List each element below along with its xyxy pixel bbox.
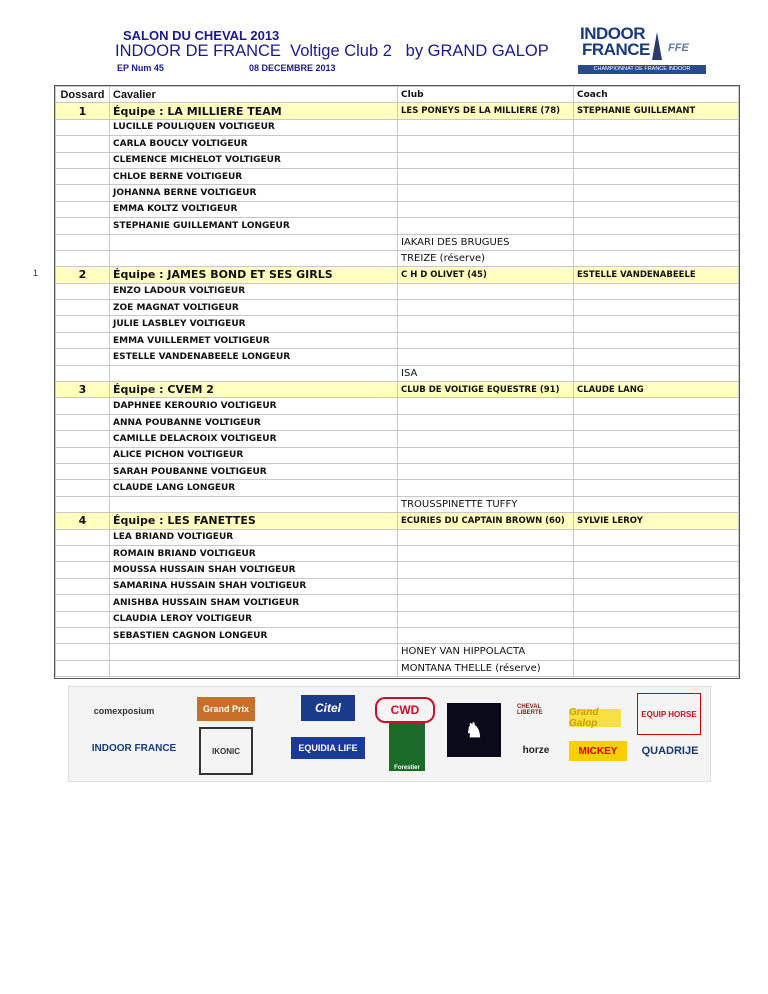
horse-name: ISA [398,365,574,381]
empty-cell [574,529,739,545]
coach-cell: CLAUDE LANG [574,382,739,398]
member-row [56,201,739,217]
member-name: ANNA POUBANNE VOLTIGEUR [110,414,398,430]
member-row [56,316,739,332]
horse-row [56,234,739,250]
dossard-cell: 2 [56,267,110,283]
sponsor-logo: comexposium [93,706,155,716]
empty-cell [110,660,398,676]
member-name: STEPHANIE GUILLEMANT LONGEUR [110,218,398,234]
empty-cell [56,185,110,201]
empty-cell [398,332,574,348]
member-row [56,398,739,414]
empty-cell [56,201,110,217]
member-name: CARLA BOUCLY VOLTIGEUR [110,136,398,152]
empty-cell [56,463,110,479]
team-name: Équipe : CVEM 2 [110,382,398,398]
logo-text-ffe: FFE [668,42,689,54]
sponsor-logo: Forestier [389,723,425,771]
empty-cell [56,365,110,381]
team-name: Équipe : JAMES BOND ET SES GIRLS [110,267,398,283]
horse-row [56,250,739,266]
member-row [56,562,739,578]
member-row [56,185,739,201]
empty-cell [398,627,574,643]
empty-cell [56,119,110,135]
logo-text-france: FRANCE [582,40,650,59]
member-name: SAMARINA HUSSAIN SHAH VOLTIGEUR [110,578,398,594]
empty-cell [398,414,574,430]
sponsor-logo: IKONIC [199,727,253,775]
empty-cell [398,545,574,561]
empty-cell [56,578,110,594]
empty-cell [574,152,739,168]
empty-cell [574,545,739,561]
empty-cell [574,398,739,414]
empty-cell [574,611,739,627]
member-name: MOUSSA HUSSAIN SHAH VOLTIGEUR [110,562,398,578]
member-name: EMMA VUILLERMET VOLTIGEUR [110,332,398,348]
empty-cell [574,349,739,365]
member-name: CAMILLE DELACROIX VOLTIGEUR [110,431,398,447]
member-name: ROMAIN BRIAND VOLTIGEUR [110,545,398,561]
empty-cell [574,480,739,496]
empty-cell [574,595,739,611]
empty-cell [574,316,739,332]
indoor-france-logo [578,24,706,74]
empty-cell [110,644,398,660]
empty-cell [574,185,739,201]
empty-cell [398,595,574,611]
sponsor-logo: MICKEY [569,741,627,761]
coach-cell: SYLVIE LEROY [574,513,739,529]
member-name: ZOE MAGNAT VOLTIGEUR [110,300,398,316]
member-name: ESTELLE VANDENABEELE LONGEUR [110,349,398,365]
empty-cell [56,218,110,234]
member-name: LUCILLE POULIQUEN VOLTIGEUR [110,119,398,135]
empty-cell [56,136,110,152]
empty-cell [56,349,110,365]
member-row [56,529,739,545]
empty-cell [574,447,739,463]
header-club: Club [398,87,574,103]
side-number: 1 [33,268,39,278]
event-number: EP Num 45 [117,63,164,73]
empty-cell [574,201,739,217]
coach-cell: STEPHANIE GUILLEMANT [574,103,739,119]
sponsors-banner [68,686,711,782]
empty-cell [574,644,739,660]
empty-cell [56,611,110,627]
empty-cell [574,250,739,266]
member-name: SARAH POUBANNE VOLTIGEUR [110,463,398,479]
empty-cell [574,578,739,594]
member-row [56,431,739,447]
member-row [56,595,739,611]
member-row [56,136,739,152]
member-row [56,480,739,496]
empty-cell [56,234,110,250]
empty-cell [574,431,739,447]
empty-cell [398,480,574,496]
member-row [56,611,739,627]
member-row [56,578,739,594]
empty-cell [398,201,574,217]
sponsor-logo: Citel [301,695,355,721]
sponsor-logo: EQUIP HORSE [637,693,701,735]
empty-cell [398,447,574,463]
horse-row [56,644,739,660]
empty-cell [574,627,739,643]
empty-cell [398,611,574,627]
empty-cell [398,529,574,545]
sponsor-logo: INDOOR FRANCE [91,742,177,754]
empty-cell [56,250,110,266]
empty-cell [398,398,574,414]
empty-cell [574,414,739,430]
event-title: SALON DU CHEVAL 2013 [123,28,280,43]
horse-name: TREIZE (réserve) [398,250,574,266]
empty-cell [574,300,739,316]
empty-cell [56,414,110,430]
sponsor-logo: QUADRIJE [641,745,699,757]
dossard-cell: 1 [56,103,110,119]
empty-cell [56,168,110,184]
team-name: Équipe : LA MILLIERE TEAM [110,103,398,119]
empty-cell [56,447,110,463]
empty-cell [398,431,574,447]
member-row [56,152,739,168]
empty-cell [574,562,739,578]
empty-cell [56,316,110,332]
empty-cell [398,136,574,152]
sponsor-logo: CHEVAL LIBERTE [517,704,543,716]
member-row [56,447,739,463]
empty-cell [574,365,739,381]
horse-row [56,660,739,676]
empty-cell [574,119,739,135]
member-row [56,545,739,561]
team-row [56,513,739,529]
empty-cell [56,480,110,496]
sponsor-logo: Grand Galop [569,709,621,727]
member-row [56,119,739,135]
empty-cell [56,529,110,545]
sponsor-logo: Grand Prix [197,697,255,721]
horse-name: HONEY VAN HIPPOLACTA [398,644,574,660]
empty-cell [56,644,110,660]
coach-cell: ESTELLE VANDENABEELE [574,267,739,283]
empty-cell [56,332,110,348]
empty-cell [110,365,398,381]
empty-cell [56,496,110,512]
member-name: ALICE PICHON VOLTIGEUR [110,447,398,463]
empty-cell [110,234,398,250]
member-row [56,627,739,643]
empty-cell [56,283,110,299]
sponsor-logo: horze [522,744,550,756]
horse-row [56,365,739,381]
member-name: DAPHNEE KEROURIO VOLTIGEUR [110,398,398,414]
club-cell: ECURIES DU CAPTAIN BROWN (60) [398,513,574,529]
member-name: CHLOE BERNE VOLTIGEUR [110,168,398,184]
empty-cell [56,152,110,168]
dossard-cell: 4 [56,513,110,529]
empty-cell [574,496,739,512]
member-row [56,414,739,430]
sponsor-logo: CWD [375,697,435,723]
horse-name: MONTANA THELLE (réserve) [398,660,574,676]
header-cavalier: Cavalier [110,87,398,103]
empty-cell [398,168,574,184]
member-name: EMMA KOLTZ VOLTIGEUR [110,201,398,217]
empty-cell [56,660,110,676]
empty-cell [56,562,110,578]
sponsor-logo: EQUIDIA LIFE [291,737,365,759]
member-row [56,218,739,234]
member-name: CLAUDE LANG LONGEUR [110,480,398,496]
empty-cell [398,185,574,201]
table-header-row [56,87,739,103]
empty-cell [56,627,110,643]
empty-cell [56,595,110,611]
empty-cell [56,545,110,561]
competition-title: INDOOR DE FRANCE Voltige Club 2 by GRAND GALOP [115,42,549,60]
horse-row [56,496,739,512]
empty-cell [56,398,110,414]
empty-cell [398,463,574,479]
member-name: CLAUDIA LEROY VOLTIGEUR [110,611,398,627]
eiffel-tower-icon [652,32,662,60]
member-name: JULIE LASBLEY VOLTIGEUR [110,316,398,332]
club-cell: CLUB DE VOLTIGE EQUESTRE (91) [398,382,574,398]
team-row [56,103,739,119]
member-row [56,283,739,299]
club-cell: C H D OLIVET (45) [398,267,574,283]
empty-cell [110,250,398,266]
empty-cell [574,136,739,152]
start-list-table [55,86,739,677]
header-dossard: Dossard [56,87,110,103]
empty-cell [574,283,739,299]
empty-cell [398,349,574,365]
empty-cell [574,463,739,479]
member-row [56,349,739,365]
team-row [56,382,739,398]
dossard-cell: 3 [56,382,110,398]
logo-banner: CHAMPIONNAT DE FRANCE INDOOR [578,65,706,74]
empty-cell [398,578,574,594]
empty-cell [398,562,574,578]
logo-text-indoor: INDOOR [580,24,645,43]
empty-cell [56,300,110,316]
member-name: ANISHBA HUSSAIN SHAM VOLTIGEUR [110,595,398,611]
member-name: LEA BRIAND VOLTIGEUR [110,529,398,545]
club-cell: LES PONEYS DE LA MILLIERE (78) [398,103,574,119]
member-name: ENZO LADOUR VOLTIGEUR [110,283,398,299]
member-name: JOHANNA BERNE VOLTIGEUR [110,185,398,201]
member-name: SEBASTIEN CAGNON LONGEUR [110,627,398,643]
horse-name: IAKARI DES BRUGUES [398,234,574,250]
member-row [56,463,739,479]
empty-cell [398,152,574,168]
empty-cell [574,332,739,348]
horse-name: TROUSSPINETTE TUFFY [398,496,574,512]
empty-cell [110,496,398,512]
member-row [56,300,739,316]
empty-cell [398,218,574,234]
empty-cell [574,660,739,676]
empty-cell [574,168,739,184]
team-name: Équipe : LES FANETTES [110,513,398,529]
member-name: CLEMENCE MICHELOT VOLTIGEUR [110,152,398,168]
empty-cell [398,300,574,316]
empty-cell [398,283,574,299]
team-row [56,267,739,283]
member-row [56,168,739,184]
sponsor-logo-dark: ♞ [447,703,501,757]
header-coach: Coach [574,87,739,103]
empty-cell [398,316,574,332]
empty-cell [398,119,574,135]
empty-cell [56,431,110,447]
empty-cell [574,234,739,250]
member-row [56,332,739,348]
event-date: 08 DECEMBRE 2013 [249,63,336,73]
empty-cell [574,218,739,234]
